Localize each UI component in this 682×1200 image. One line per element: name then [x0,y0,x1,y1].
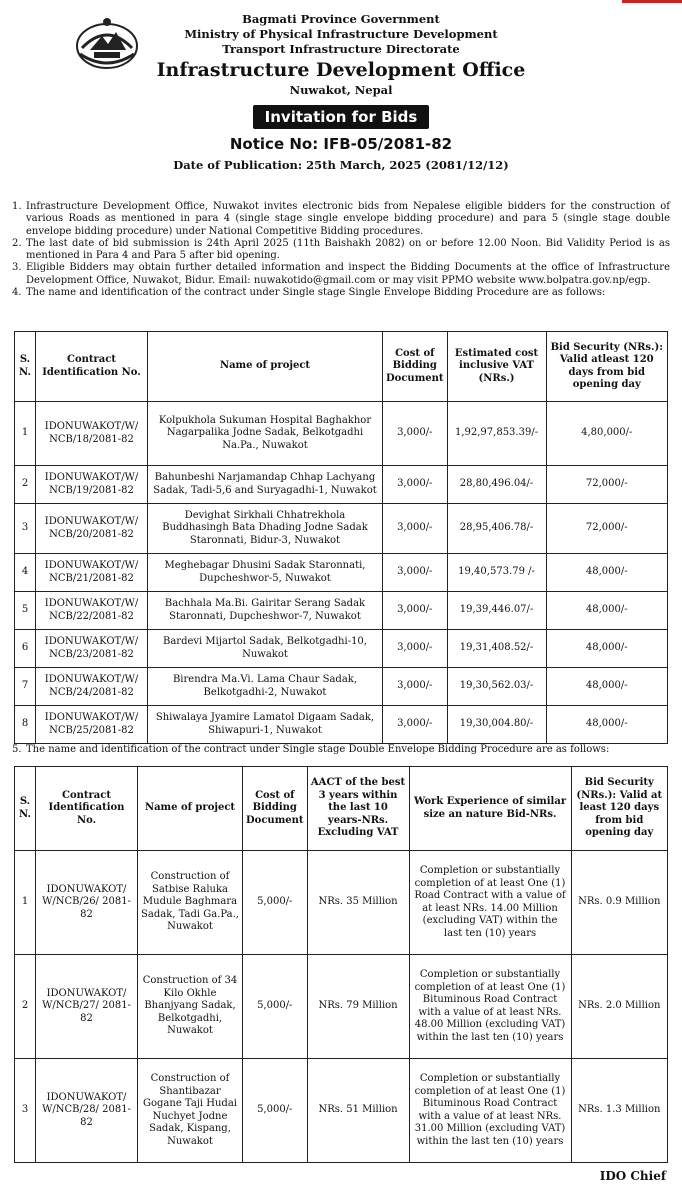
top-accent-bar [622,0,682,3]
cell-name: Meghebagar Dhusini Sadak Staronnati, Dupcheshwor-5, Nuwakot [148,554,383,592]
cell-sec: 48,000/- [546,706,667,744]
cell-cost: 3,000/- [383,592,448,630]
office-name: Infrastructure Development Office [156,59,526,81]
cell-id: IDONUWAKOT/W/ NCB/20/2081-82 [36,504,148,554]
col-header: S. N. [15,332,36,402]
col-header: Estimated cost inclusive VAT (NRs.) [447,332,546,402]
cell-est: 28,80,496.04/- [447,466,546,504]
col-header: Name of project [148,332,383,402]
cell-sec: NRs. 0.9 Million [571,851,667,955]
cell-name: Birendra Ma.Vi. Lama Chaur Sadak, Belkotgadhi-2, Nuwakot [148,668,383,706]
cell-cost: 3,000/- [383,668,448,706]
cell-name: Bahunbeshi Narjamandap Chhap Lachyang Sadak, Tadi-5,6 and Suryagadhi-1, Nuwakot [148,466,383,504]
paragraph: 2. The last date of bid submission is 24th April 2025 (11th Baishakh 2082) on or before 12.00 Noon. Bid Validity Period is as mentioned in Para 4 and Para 5 after bid opening. [12,237,670,262]
cell-name: Shiwalaya Jyamire Lamatol Digaam Sadak, Shiwapuri-1, Nuwakot [148,706,383,744]
table-row [15,1059,668,1163]
paragraph: 1. Infrastructure Development Office, Nuwakot invites electronic bids from Nepalese eligible bidders for the construction of various Roads as mentioned in para 4 (single stage single envelope bidding procedure) and para 5 (single stage double envelope bidding procedure) under National Competitive Bidding procedures. [12,201,670,237]
directorate-name: Transport Infrastructure Directorate [222,42,460,56]
cell-est: 1,92,97,853.39/- [447,402,546,466]
cell-aact: NRs. 79 Million [307,955,409,1059]
cell-cost: 5,000/- [243,851,308,955]
cell-id: IDONUWAKOT/W/ NCB/22/2081-82 [36,592,148,630]
col-header: Cost of Bidding Document [243,767,308,851]
cell-sn: 3 [15,504,36,554]
cell-sec: 48,000/- [546,668,667,706]
cell-name: Devighat Sirkhali Chhatrekhola Buddhasingh Bata Dhading Jodne Sadak Staronnati, Bidur-3, Nuwakot [148,504,383,554]
cell-est: 19,39,446.07/- [447,592,546,630]
cell-id: IDONUWAKOT/ W/NCB/28/ 2081-82 [36,1059,138,1163]
paragraph: 3. Eligible Bidders may obtain further detailed information and inspect the Bidding Documents at the office of Infrastructure Development Office, Nuwakot, Bidur. Email: nuwakotido@gmail.com or may visit PPMO website www.bolpatra.gov.np/egp. [12,262,670,286]
table-row [15,630,668,668]
cell-sec: 48,000/- [546,592,667,630]
cell-id: IDONUWAKOT/W/ NCB/19/2081-82 [36,466,148,504]
cell-id: IDONUWAKOT/W/ NCB/23/2081-82 [36,630,148,668]
cell-cost: 3,000/- [383,466,448,504]
cell-id: IDONUWAKOT/ W/NCB/27/ 2081-82 [36,955,138,1059]
cell-est: 19,31,408.52/- [447,630,546,668]
cell-est: 19,30,004.80/- [447,706,546,744]
cell-id: IDONUWAKOT/ W/NCB/26/ 2081-82 [36,851,138,955]
cell-sec: 72,000/- [546,504,667,554]
table-row [15,504,668,554]
cell-sn: 3 [15,1059,36,1163]
col-header: Bid Security (NRs.): Valid atleast 120 days from bid opening day [546,332,667,402]
cell-id: IDONUWAKOT/W/ NCB/21/2081-82 [36,554,148,592]
col-header: Work Experience of similar size an nature Bid-NRs. [409,767,571,851]
double-envelope-table [14,766,668,1163]
paragraph: 4. The name and identification of the contract under Single stage Single Envelope Bidding Procedure are as follows: [12,287,606,299]
cell-sec: 48,000/- [546,554,667,592]
cell-cost: 3,000/- [383,706,448,744]
cell-cost: 3,000/- [383,554,448,592]
cell-sn: 2 [15,955,36,1059]
col-header: Cost of Bidding Document [383,332,448,402]
cell-aact: NRs. 51 Million [307,1059,409,1163]
table-row [15,851,668,955]
cell-sn: 2 [15,466,36,504]
cell-cost: 5,000/- [243,1059,308,1163]
col-header: Contract Identification No. [36,332,148,402]
col-header: Contract Identification No. [36,767,138,851]
cell-est: 28,95,406.78/- [447,504,546,554]
cell-est: 19,40,573.79 /- [447,554,546,592]
province-name: Bagmati Province Government [242,12,440,26]
cell-sec: 48,000/- [546,630,667,668]
col-header: Name of project [138,767,243,851]
header-block [0,12,682,172]
cell-sn: 5 [15,592,36,630]
cell-name: Bachhala Ma.Bi. Gairitar Serang Sadak Staronnati, Dupcheshwor-7, Nuwakot [148,592,383,630]
table-row [15,955,668,1059]
table-row [15,402,668,466]
cell-cost: 3,000/- [383,402,448,466]
table-row [15,554,668,592]
cell-sn: 8 [15,706,36,744]
cell-name: Construction of 34 Kilo Okhle Bhanjyang Sadak, Belkotgadhi, Nuwakot [138,955,243,1059]
single-envelope-table [14,331,668,744]
cell-exp: Completion or substantially completion of at least One (1) Road Contract with a value of at least NRs. 14.00 Million (excluding VAT) within the last ten (10) years [409,851,571,955]
cell-cost: 3,000/- [383,630,448,668]
cell-exp: Completion or substantially completion of at least One (1) Bituminous Road Contract with a value of at least NRs. 31.00 Million (excluding VAT) within the last ten (10) years [409,1059,571,1163]
cell-sn: 6 [15,630,36,668]
cell-sn: 7 [15,668,36,706]
cell-id: IDONUWAKOT/W/ NCB/25/2081-82 [36,706,148,744]
cell-cost: 5,000/- [243,955,308,1059]
cell-name: Construction of Shantibazar Gogane Taji Hudai Nuchyet Jodne Sadak, Kispang, Nuwakot [138,1059,243,1163]
cell-exp: Completion or substantially completion of at least One (1) Bituminous Road Contract with a value of at least NRs. 48.00 Million (excluding VAT) within the last ten (10) years [409,955,571,1059]
signature: IDO Chief [599,1169,666,1183]
col-header: S. N. [15,767,36,851]
cell-sn: 1 [15,402,36,466]
cell-name: Construction of Satbise Raluka Mudule Baghmara Sadak, Tadi Ga.Pa., Nuwakot [138,851,243,955]
cell-sec: 72,000/- [546,466,667,504]
cell-sec: NRs. 2.0 Million [571,955,667,1059]
cell-sn: 4 [15,554,36,592]
paragraphs [12,201,670,299]
cell-sn: 1 [15,851,36,955]
paragraph: 5. The name and identification of the contract under Single stage Double Envelope Bidding Procedure are as follows: [12,744,610,755]
publication-date: Date of Publication: 25th March, 2025 (2081/12/12) [173,158,509,172]
table-row [15,466,668,504]
cell-sec: 4,80,000/- [546,402,667,466]
cell-sec: NRs. 1.3 Million [571,1059,667,1163]
cell-id: IDONUWAKOT/W/ NCB/24/2081-82 [36,668,148,706]
cell-est: 19,30,562.03/- [447,668,546,706]
notice-number: Notice No: IFB-05/2081-82 [229,135,453,153]
table-row [15,706,668,744]
col-header: AACT of the best 3 years within the last 10 years-NRs. Excluding VAT [307,767,409,851]
cell-aact: NRs. 35 Million [307,851,409,955]
cell-name: Bardevi Mijartol Sadak, Belkotgadhi-10, Nuwakot [148,630,383,668]
table-row [15,668,668,706]
office-location: Nuwakot, Nepal [289,83,393,97]
cell-cost: 3,000/- [383,504,448,554]
invitation-banner: Invitation for Bids [253,105,430,129]
cell-id: IDONUWAKOT/W/ NCB/18/2081-82 [36,402,148,466]
table-row [15,592,668,630]
cell-name: Kolpukhola Sukuman Hospital Baghakhor Nagarpalika Jodne Sadak, Belkotgadhi Na.Pa., Nuwakot [148,402,383,466]
col-header: Bid Security (NRs.): Valid at least 120 days from bid opening day [571,767,667,851]
ministry-name: Ministry of Physical Infrastructure Development [184,27,498,41]
